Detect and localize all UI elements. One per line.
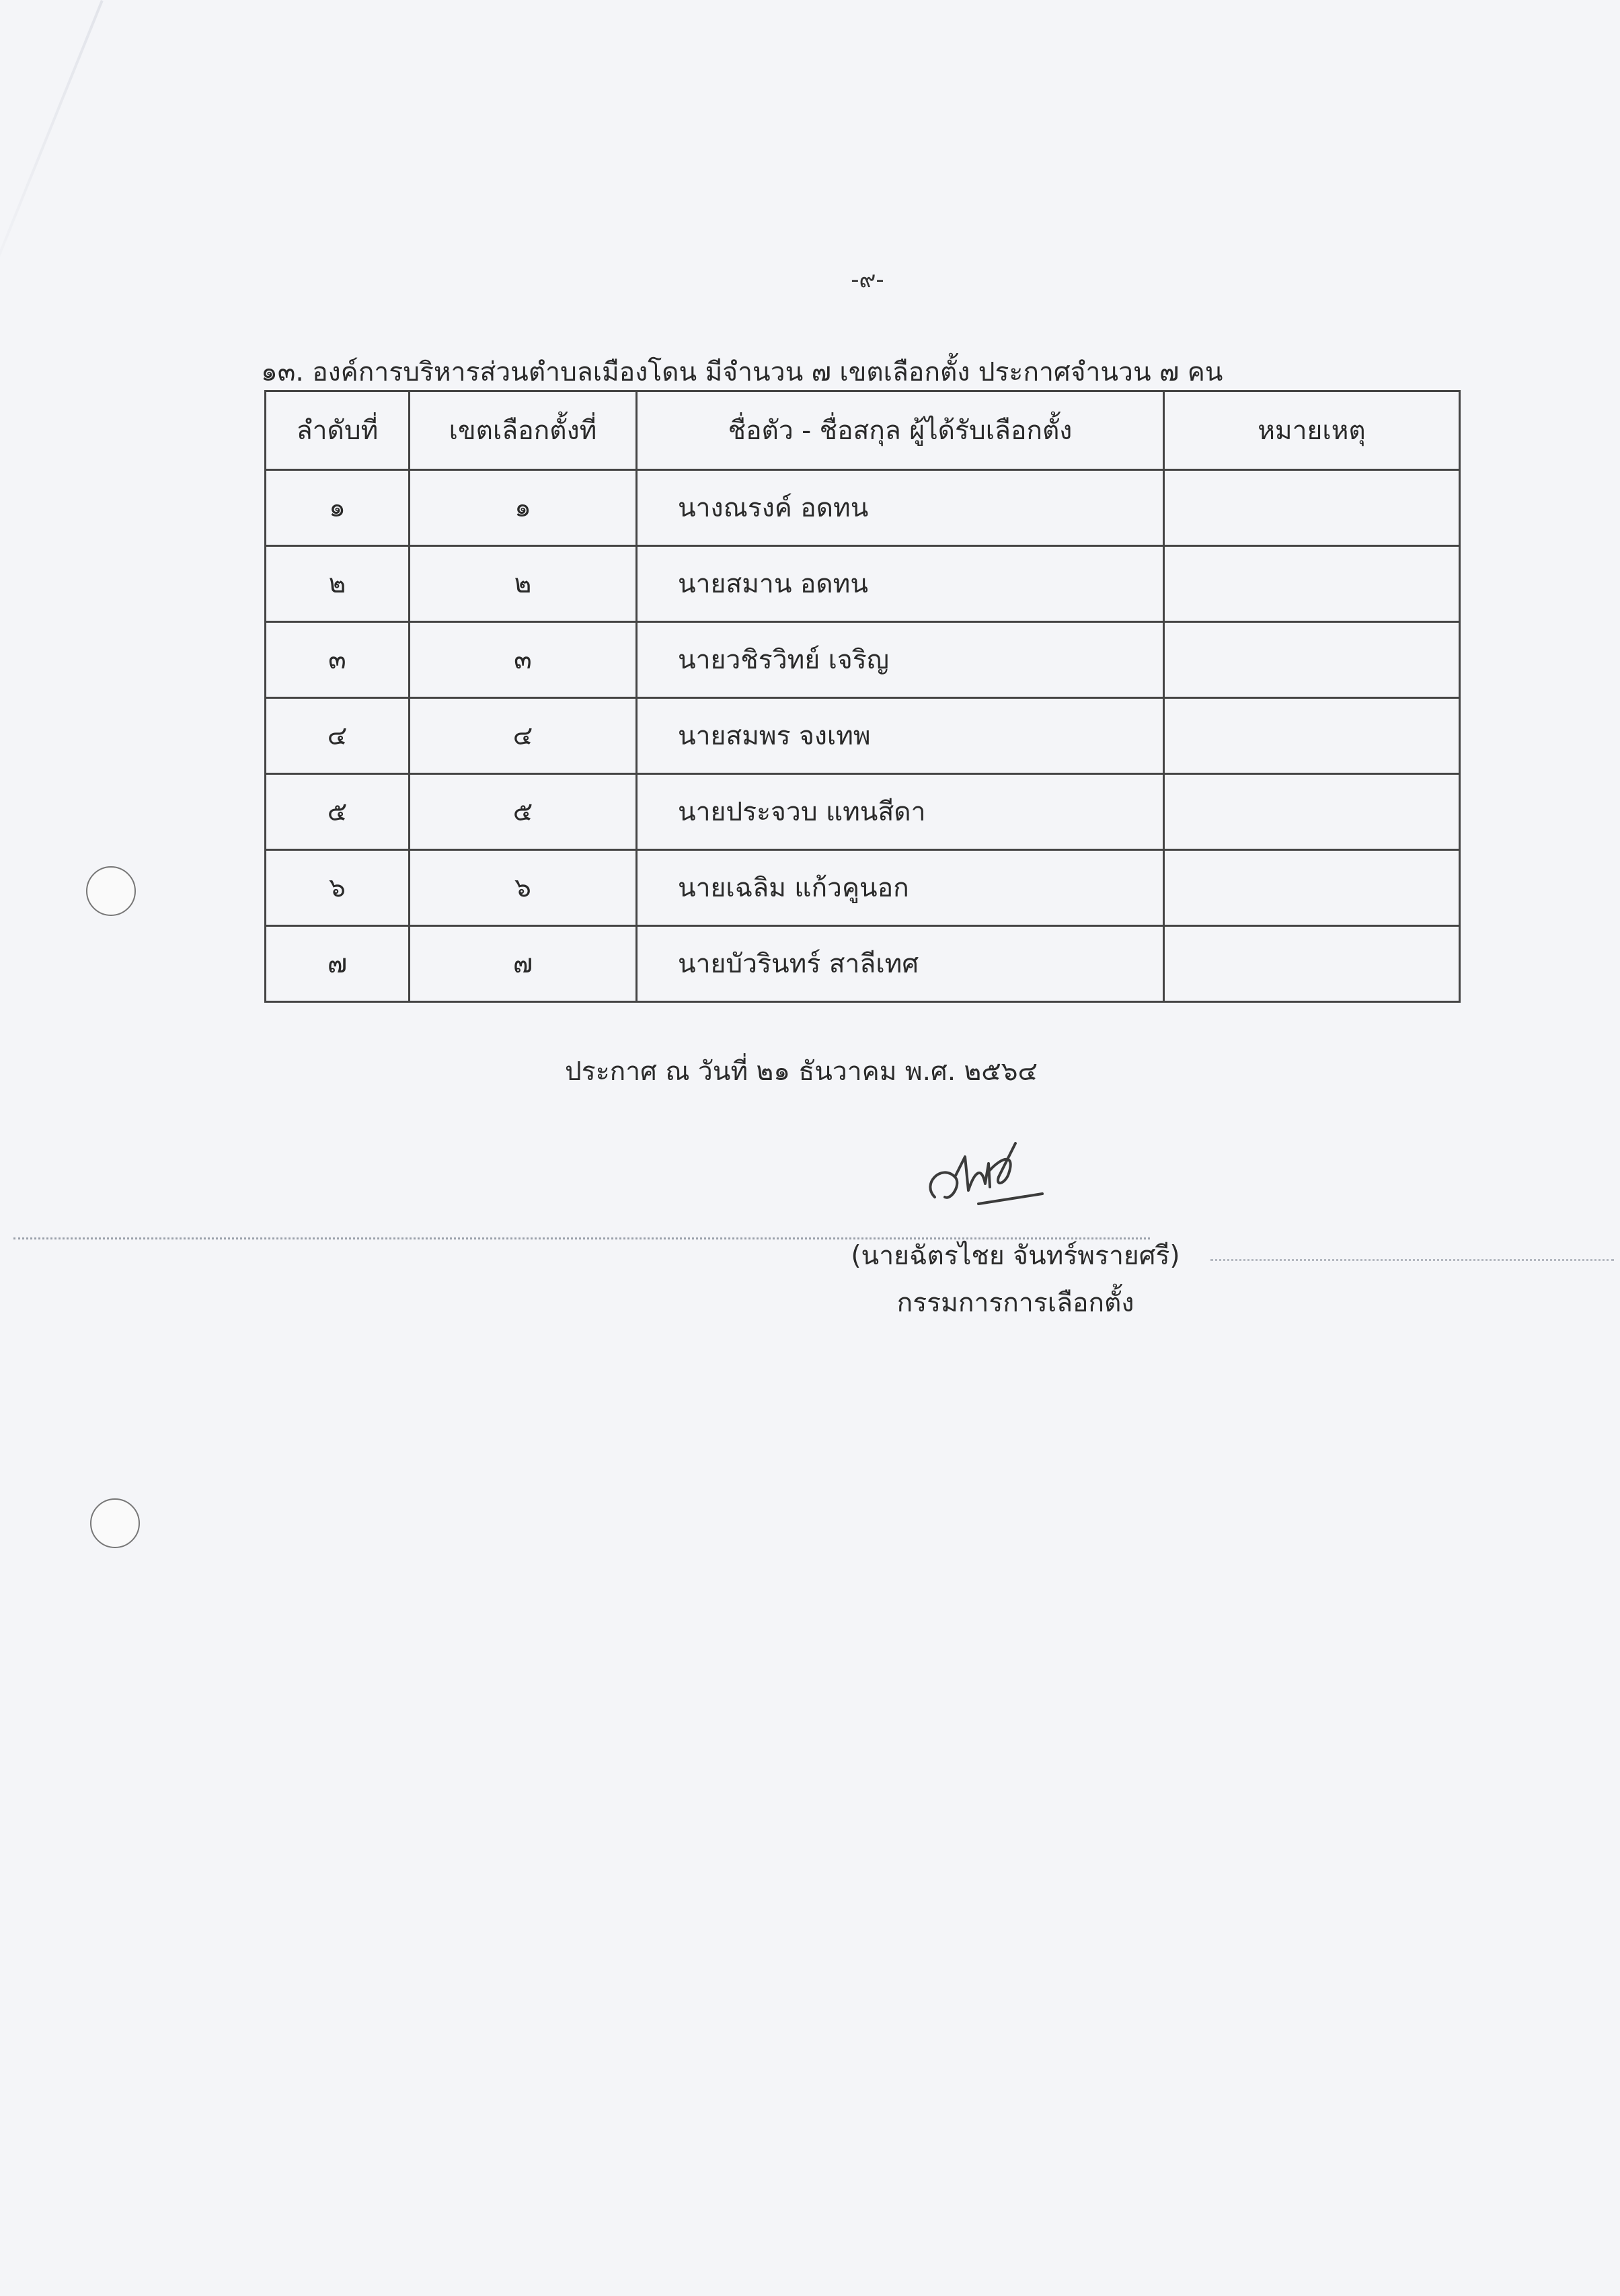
cell-name: นายสมาน อดทน: [637, 546, 1164, 622]
cell-order: ๒: [266, 546, 410, 622]
cell-name: นายเฉลิม แก้วคูนอก: [637, 850, 1164, 926]
cell-name: นางณรงค์ อดทน: [637, 470, 1164, 546]
announcement-date: ประกาศ ณ วันที่ ๒๑ ธันวาคม พ.ศ. ๒๕๖๔: [565, 1057, 1038, 1087]
table-row: [266, 698, 1460, 774]
cell-remark: [1164, 850, 1460, 926]
cell-district: ๓: [410, 622, 637, 698]
header-remark: หมายเหตุ: [1164, 391, 1460, 470]
cell-name: นายสมพร จงเทพ: [637, 698, 1164, 774]
paper-crease: [0, 0, 104, 326]
cell-order: ๗: [266, 926, 410, 1002]
dotted-line: [1210, 1259, 1614, 1261]
signer-title: กรรมการการเลือกตั้ง: [896, 1288, 1134, 1318]
cell-order: ๓: [266, 622, 410, 698]
punch-hole: [90, 1498, 140, 1548]
cell-remark: [1164, 926, 1460, 1002]
table-row: [266, 622, 1460, 698]
table-header-row: [266, 391, 1460, 470]
header-name: ชื่อตัว - ชื่อสกุล ผู้ได้รับเลือกตั้ง: [637, 391, 1164, 470]
election-results-table: [264, 390, 1461, 1003]
table-row: [266, 470, 1460, 546]
cell-order: ๔: [266, 698, 410, 774]
cell-remark: [1164, 546, 1460, 622]
cell-name: นายบัวรินทร์ สาลีเทศ: [637, 926, 1164, 1002]
cell-remark: [1164, 622, 1460, 698]
punch-hole: [86, 866, 136, 916]
header-district: เขตเลือกตั้งที่: [410, 391, 637, 470]
cell-district: ๔: [410, 698, 637, 774]
cell-order: ๑: [266, 470, 410, 546]
header-order: ลำดับที่: [266, 391, 410, 470]
table-row: [266, 774, 1460, 850]
cell-name: นายประจวบ แทนสีดา: [637, 774, 1164, 850]
cell-order: ๖: [266, 850, 410, 926]
cell-district: ๑: [410, 470, 637, 546]
signer-name: (นายฉัตรไชย จันทร์พรายศรี): [851, 1241, 1180, 1271]
page-number: -๙-: [851, 266, 884, 293]
cell-remark: [1164, 470, 1460, 546]
cell-district: ๖: [410, 850, 637, 926]
table-row: [266, 546, 1460, 622]
table-row: [266, 850, 1460, 926]
table-row: [266, 926, 1460, 1002]
handwritten-signature: [915, 1116, 1049, 1231]
cell-name: นายวชิรวิทย์ เจริญ: [637, 622, 1164, 698]
cell-district: ๗: [410, 926, 637, 1002]
cell-district: ๕: [410, 774, 637, 850]
cell-order: ๕: [266, 774, 410, 850]
cell-remark: [1164, 774, 1460, 850]
cell-remark: [1164, 698, 1460, 774]
cell-district: ๒: [410, 546, 637, 622]
section-heading: ๑๓. องค์การบริหารส่วนตำบลเมืองโดน มีจำนวน ๗ เขตเลือกตั้ง ประกาศจำนวน ๗ คน: [261, 357, 1223, 387]
